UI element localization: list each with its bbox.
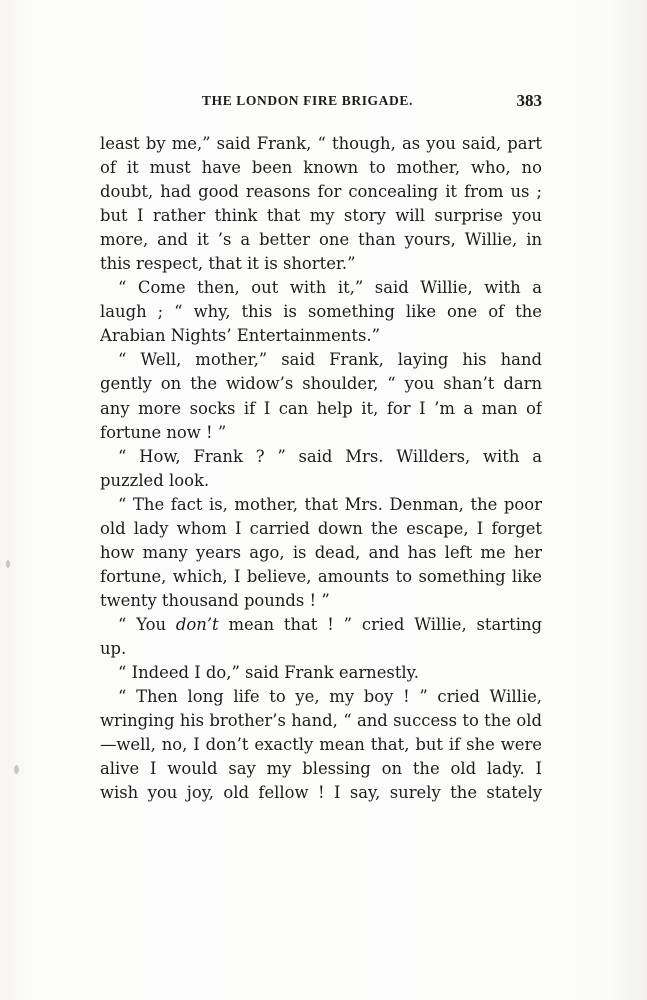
text-line: “ Then long life to ye, my boy ! ” cried Willie, (118, 687, 542, 707)
text-line: “ How, Frank ? ” said Mrs. Willders, with a (118, 446, 542, 466)
text-line: “ Well, mother,” said Frank, laying his hand (118, 350, 542, 370)
page-speck (14, 765, 19, 774)
page-header (100, 90, 542, 112)
text-line: more, and it ’s a better one than yours, Willie, in (100, 230, 542, 250)
text-line: doubt, had good reasons for concealing it from us ; (100, 182, 542, 202)
line-segment: mean that ! ” cried Willie, starting (218, 614, 542, 634)
text-line: “ The fact is, mother, that Mrs. Denman, the poor (118, 494, 542, 514)
running-title: THE LONDON FIRE BRIGADE. (202, 93, 413, 108)
text-line: how many years ago, is dead, and has left me her (100, 542, 542, 562)
emphasis-text: don’t (175, 614, 219, 634)
text-line: puzzled look. (100, 470, 210, 490)
text-line: but I rather think that my story will surprise you (100, 206, 542, 226)
text-line: alive I would say my blessing on the old lady. I (100, 759, 542, 779)
text-line: gently on the widow’s shoulder, “ you shan’t darn (100, 374, 542, 394)
text-line: up. (100, 638, 127, 658)
text-line: twenty thousand pounds ! ” (100, 590, 330, 610)
line-segment: “ You (118, 614, 176, 634)
text-line: “ Come then, out with it,” said Willie, with a (118, 278, 542, 298)
body-text (100, 132, 542, 805)
page-speck (6, 560, 10, 568)
text-line: “ Indeed I do,” said Frank earnestly. (118, 663, 419, 683)
text-line: laugh ; “ why, this is something like one of the (100, 302, 542, 322)
text-line: —well, no, I don’t exactly mean that, but if she were (100, 735, 542, 755)
page-number: 383 (516, 91, 542, 110)
text-line: least by me,” said Frank, “ though, as you said, part (100, 134, 542, 153)
text-line: fortune now ! ” (100, 422, 227, 442)
text-line: of it must have been known to mother, who, no (100, 158, 542, 178)
text-line: fortune, which, I believe, amounts to something like (100, 566, 542, 586)
text-line: wringing his brother’s hand, “ and success to the old (100, 711, 542, 731)
text-line: this respect, that it is shorter.” (100, 254, 356, 274)
text-line: wish you joy, old fellow ! I say, surely the stately (100, 783, 542, 803)
text-line: old lady whom I carried down the escape, I forget (100, 518, 542, 538)
text-line: Arabian Nights’ Entertainments.” (100, 326, 380, 346)
text-line (100, 613, 542, 637)
text-line: any more socks if I can help it, for I ’m a man of (100, 398, 542, 418)
